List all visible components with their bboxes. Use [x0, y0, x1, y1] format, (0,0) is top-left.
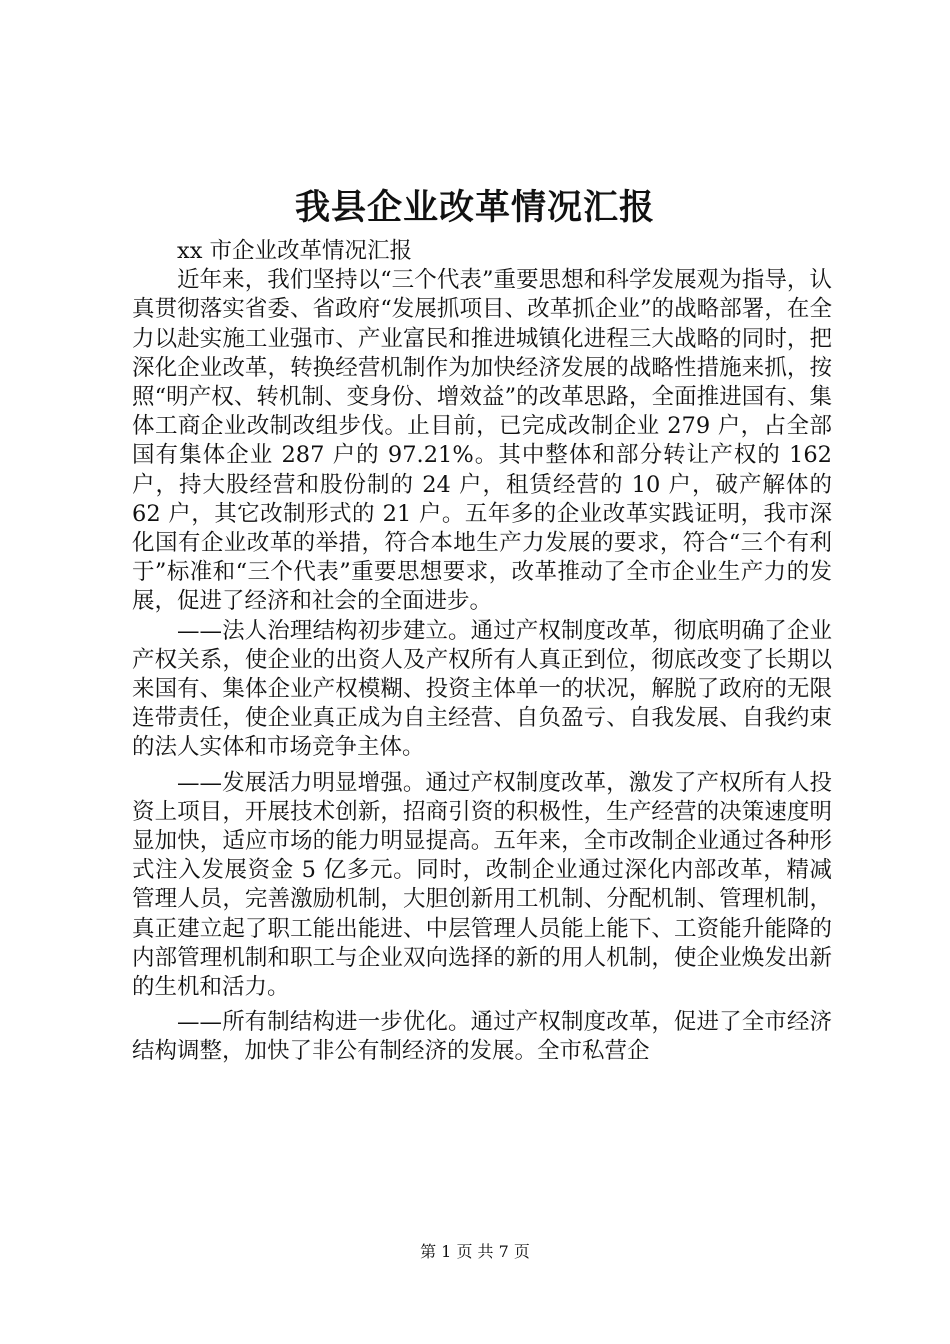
- document-body: [132, 237, 832, 1067]
- document-title: 我县企业改革情况汇报: [294, 187, 655, 228]
- vitality-paragraph: ——发展活力明显增强。通过产权制度改革，激发了产权所有人投资上项目，开展技术创新，招商引资的积极性，生产经营的决策速度明显加快，适应市场的能力明显提高。五年来，全市改制企业通过各种形式注入发展资金 5 亿多元。同时，改制企业通过深化内部改革，精减管理人员，完善激励机制，大胆创新用工机制、分配机制、管理机制，真正建立起了职工能出能进、中层管理人员能上能下、工资能升能降的内部管理机制和职工与企业双向选择的新的用人机制，使企业焕发出新的生机和活力。: [132, 769, 832, 1001]
- page-number-footer: 第 1 页 共 7 页: [420, 1242, 530, 1261]
- ownership-structure-paragraph: ——所有制结构进一步优化。通过产权制度改革，促进了全市经济结构调整，加快了非公有制经济的发展。全市私营企: [132, 1009, 832, 1065]
- corporate-governance-paragraph: ——法人治理结构初步建立。通过产权制度改革，彻底明确了企业产权关系，使企业的出资人及产权所有人真正到位，彻底改变了长期以来国有、集体企业产权模糊、投资主体单一的状况，解脱了政府的无限连带责任，使企业真正成为自主经营、自负盈亏、自我发展、自我约束的法人实体和市场竞争主体。: [132, 617, 832, 761]
- intro-paragraph: 近年来，我们坚持以“三个代表”重要思想和科学发展观为指导，认真贯彻落实省委、省政府“发展抓项目、改革抓企业”的战略部署，在全力以赴实施工业强市、产业富民和推进城镇化进程三大战略的同时，把深化企业改革，转换经营机制作为加快经济发展的战略性措施来抓，按照“明产权、转机制、变身份、增效益”的改革思路，全面推进国有、集体工商企业改制改组步伐。止目前，已完成改制企业 279 户，占全部国有集体企业 287 户的 97.21%。其中整体和部分转让产权的 162 户，持大股经营和股份制的 24 户，租赁经营的 10 户，破产解体的 62 户，其它改制形式的 21 户。五年多的企业改革实践证明，我市深化国有企业改革的举措，符合本地生产力发展的要求，符合“三个有利于”标准和“三个代表”重要思想要求，改革推动了全市企业生产力的发展，促进了经济和社会的全面进步。: [132, 267, 832, 615]
- subtitle-paragraph: xx 市企业改革情况汇报: [177, 238, 413, 264]
